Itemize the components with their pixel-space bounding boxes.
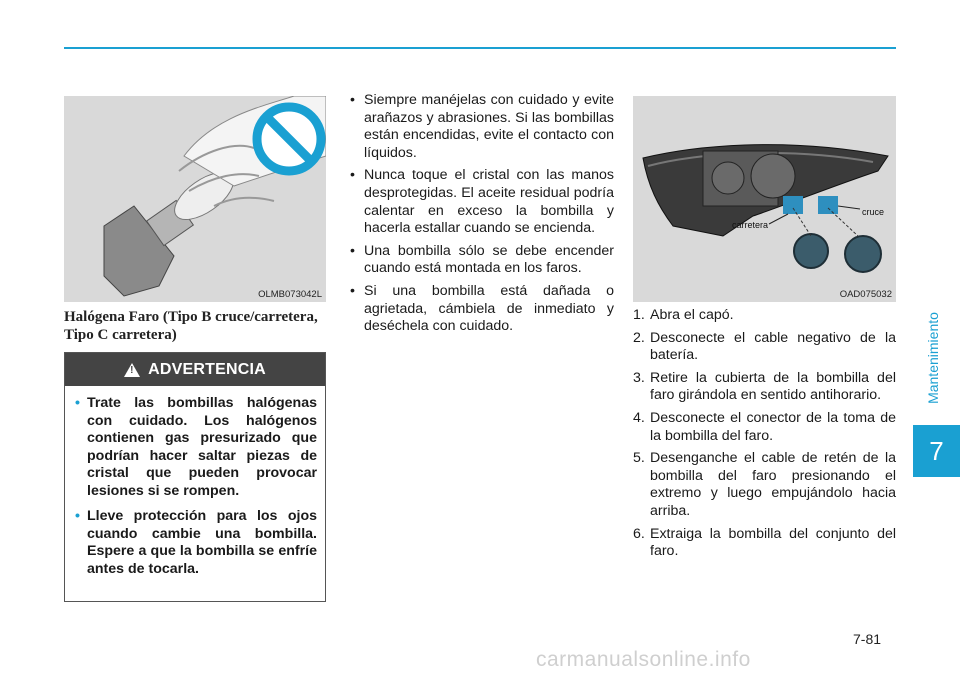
warning-triangle-icon bbox=[124, 363, 140, 377]
precaution-item: • Si una bombilla está dañada o agrietada, cámbiela de inmediato y deséchela con cuidado. bbox=[350, 282, 614, 335]
warning-box bbox=[64, 352, 326, 602]
figure-code: OLMB073042L bbox=[258, 289, 322, 300]
top-rule bbox=[64, 47, 896, 49]
section-label: Mantenimiento bbox=[925, 312, 941, 404]
warning-title: ADVERTENCIA bbox=[148, 360, 266, 378]
page-number: 7-81 bbox=[853, 631, 882, 647]
headlamp-illustration bbox=[633, 96, 896, 302]
figure-bulb-handling bbox=[64, 96, 326, 302]
precaution-list bbox=[344, 92, 614, 341]
label-low-beam: cruce bbox=[862, 207, 885, 217]
warning-header bbox=[65, 353, 325, 386]
procedure-steps bbox=[633, 307, 896, 566]
precaution-item: • Una bombilla sólo se debe encender cuando está montada en los faros. bbox=[350, 242, 614, 277]
warning-item: • Lleve protección para los ojos cuando cambie una bombilla. Espere a que la bombilla se enfríe antes de tocarla. bbox=[75, 508, 317, 577]
section-number: 7 bbox=[929, 435, 944, 466]
step-item: 6. Extraiga la bombilla del conjunto del faro. bbox=[633, 525, 896, 560]
section-heading: Halógena Faro (Tipo B cruce/carretera, Tipo C carretera) bbox=[64, 309, 318, 343]
prohibition-icon bbox=[257, 107, 321, 171]
warning-list bbox=[65, 386, 325, 578]
watermark: carmanualsonline.info bbox=[536, 648, 751, 671]
section-tab bbox=[913, 425, 960, 477]
label-high-beam: carretera bbox=[732, 220, 769, 230]
bulb-hand-illustration bbox=[64, 96, 326, 302]
step-item: 2. Desconecte el cable negativo de la batería. bbox=[633, 329, 896, 364]
precaution-item: • Siempre manéjelas con cuidado y evite arañazos y abrasiones. Si las bombillas están encendidas, evite el contacto con líquidos. bbox=[350, 92, 614, 161]
warning-item: • Trate las bombillas halógenas con cuidado. Los halógenos contienen gas presurizado que podrían hacer saltar piezas de cristal que pueden provocar lesiones si se rompen. bbox=[75, 395, 317, 499]
step-item: 3. Retire la cubierta de la bombilla del faro girándola en sentido antihorario. bbox=[633, 369, 896, 404]
step-item: 1. Abra el capó. bbox=[633, 307, 734, 323]
step-item: 5. Desenganche el cable de retén de la bombilla del faro presionando el extremo y luego empujándolo hacia arriba. bbox=[633, 450, 896, 519]
precaution-item: • Nunca toque el cristal con las manos desprotegidas. El aceite residual podría calentar en exceso la bombilla y hacerla estallar cuando se encienda. bbox=[350, 167, 614, 237]
figure-code: OAD075032 bbox=[839, 289, 892, 300]
step-item: 4. Desconecte el conector de la toma de la bombilla del faro. bbox=[633, 409, 896, 444]
figure-headlamp bbox=[633, 96, 896, 302]
